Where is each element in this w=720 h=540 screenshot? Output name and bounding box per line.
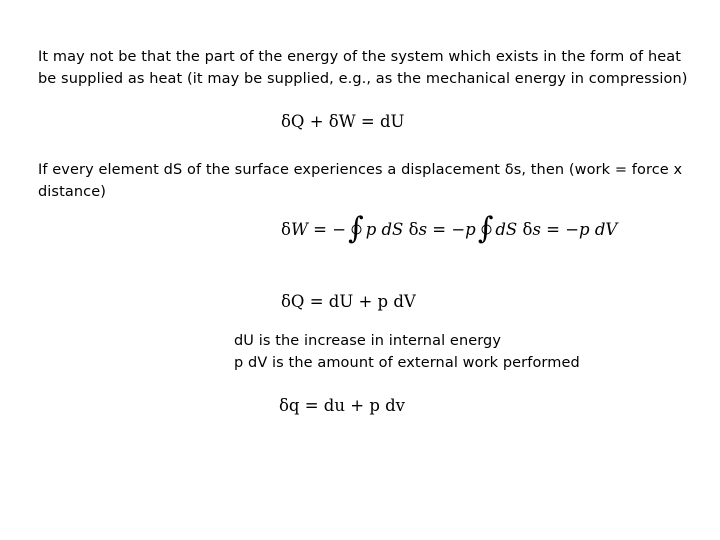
first-law-equation	[281, 112, 404, 131]
contour-integral-icon: ∫	[477, 211, 494, 246]
note-external-work: p dV is the amount of external work performed	[234, 355, 580, 371]
specific-heat-equation	[279, 396, 405, 415]
work-lhs: δW = −	[281, 219, 347, 239]
heat-equation	[281, 292, 416, 311]
intro-paragraph: It may not be that the part of the energy of the system which exists in the form of heat be supplied as heat (it may be supplied, e.g., as the mechanical energy in compression)	[38, 49, 688, 87]
contour-integral-icon: ∫	[348, 211, 364, 246]
specific-heat-equation-text: δq = du + p dv	[279, 396, 406, 415]
first-law-equation-text: δQ + δW = dU	[281, 112, 405, 131]
heat-equation-text: δQ = dU + p dV	[281, 292, 416, 311]
work-term-2: dS δs = −p dV	[495, 219, 618, 239]
work-integral-equation	[281, 211, 618, 246]
note-internal-energy: dU is the increase in internal energy	[234, 333, 502, 349]
definitions-block	[234, 330, 580, 374]
displacement-paragraph: If every element dS of the surface experiences a displacement δs, then (work = force x distance)	[38, 162, 683, 200]
work-term-1: p dS δs = −p	[365, 219, 476, 239]
